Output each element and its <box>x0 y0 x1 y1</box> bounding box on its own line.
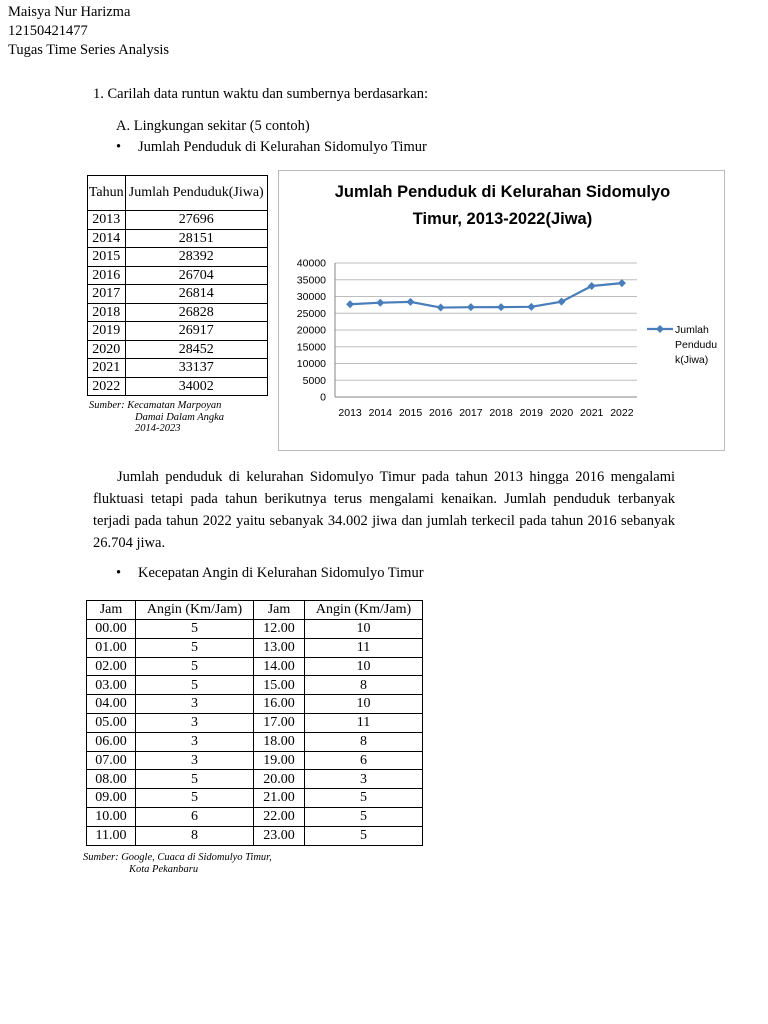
table-row <box>88 266 268 285</box>
table-row <box>87 657 423 676</box>
table-cell: 27696 <box>125 211 267 230</box>
data-point <box>346 300 354 308</box>
bullet-wind-label: Kecepatan Angin di Kelurahan Sidomulyo Timur <box>138 565 424 581</box>
x-tick-label: 2018 <box>489 407 513 419</box>
table-cell: 11 <box>305 638 423 657</box>
data-point <box>558 298 566 306</box>
y-tick-label: 0 <box>320 391 326 404</box>
table-cell: 5 <box>305 826 423 845</box>
question-1: 1. Carilah data runtun waktu dan sumbernya berdasarkan: <box>93 86 429 102</box>
table-row <box>88 229 268 248</box>
x-tick-label: 2015 <box>398 407 423 419</box>
table-cell: 2020 <box>88 340 126 359</box>
y-tick-label: 15000 <box>296 341 326 354</box>
x-tick-label: 2013 <box>338 407 362 419</box>
table-cell: 8 <box>305 676 423 695</box>
sub-point-a: A. Lingkungan sekitar (5 contoh) <box>116 118 310 134</box>
analysis-paragraph-text: Jumlah penduduk di kelurahan Sidomulyo Timur pada tahun 2013 hingga 2016 mengalami fluktuasi tetapi pada tahun berikutnya terus mengalami kenaikan. Jumlah penduduk terbanyak terjadi pada tahun 2022 yaitu sebanyak 34.002 jiwa dan jumlah terkecil pada tahun 2016 sebanyak 26.704 jiwa. <box>93 469 675 551</box>
y-tick-label: 40000 <box>296 257 326 270</box>
bullet-icon: • <box>116 139 122 155</box>
table-row <box>87 732 423 751</box>
table-cell: 04.00 <box>87 695 136 714</box>
table-row <box>88 340 268 359</box>
table-cell: 2021 <box>88 359 126 378</box>
table-row <box>87 770 423 789</box>
table-cell: 5 <box>136 638 254 657</box>
y-tick-label: 5000 <box>302 374 326 387</box>
x-tick-label: 2021 <box>580 407 604 419</box>
table-row <box>88 322 268 341</box>
table-cell: 07.00 <box>87 751 136 770</box>
table-row <box>88 377 268 396</box>
table-cell: 34002 <box>125 377 267 396</box>
x-tick-label: 2022 <box>610 407 634 419</box>
source-line: 2014-2023 <box>135 423 181 434</box>
table-row <box>87 620 423 639</box>
table-cell: 03.00 <box>87 676 136 695</box>
wind-table-header: Jam <box>254 601 305 620</box>
table-cell: 12.00 <box>254 620 305 639</box>
legend-marker <box>656 325 664 333</box>
population-table-header: Jumlah Penduduk(Jiwa) <box>125 176 267 211</box>
y-tick-label: 20000 <box>296 324 326 337</box>
x-tick-label: 2017 <box>459 407 483 419</box>
table-row <box>88 285 268 304</box>
table-row <box>88 303 268 322</box>
table-row <box>87 789 423 808</box>
chart-title-line: Timur, 2013-2022(Jiwa) <box>412 210 593 228</box>
table-cell: 10 <box>305 620 423 639</box>
table-row <box>87 676 423 695</box>
table-cell: 06.00 <box>87 732 136 751</box>
legend-label: Pendudu <box>675 339 718 351</box>
wind-table <box>86 600 423 846</box>
table-cell: 5 <box>136 620 254 639</box>
table-cell: 21.00 <box>254 789 305 808</box>
wind-table-header: Angin (Km/Jam) <box>136 601 254 620</box>
table-cell: 2014 <box>88 229 126 248</box>
table-cell: 26917 <box>125 322 267 341</box>
analysis-paragraph <box>93 466 675 554</box>
table-cell: 20.00 <box>254 770 305 789</box>
table-cell: 5 <box>136 676 254 695</box>
table-row <box>88 211 268 230</box>
table-cell: 13.00 <box>254 638 305 657</box>
y-tick-label: 30000 <box>296 291 326 303</box>
data-point <box>437 304 445 312</box>
wind-table-header: Jam <box>87 601 136 620</box>
wind-source <box>83 852 272 875</box>
table-cell: 3 <box>136 732 254 751</box>
bullet-population-label: Jumlah Penduduk di Kelurahan Sidomulyo Timur <box>138 139 427 155</box>
table-row <box>88 248 268 267</box>
table-cell: 2019 <box>88 322 126 341</box>
table-cell: 22.00 <box>254 807 305 826</box>
table-cell: 10.00 <box>87 807 136 826</box>
data-point <box>376 299 384 307</box>
table-cell: 10 <box>305 695 423 714</box>
y-tick-label: 35000 <box>296 274 326 287</box>
table-cell: 11 <box>305 713 423 732</box>
table-cell: 28151 <box>125 229 267 248</box>
population-chart <box>278 170 725 451</box>
table-cell: 02.00 <box>87 657 136 676</box>
legend-label: Jumlah <box>675 324 709 336</box>
chart-title-line: Jumlah Penduduk di Kelurahan Sidomulyo <box>334 183 671 201</box>
table-row <box>87 638 423 657</box>
table-row <box>87 713 423 732</box>
table-cell: 3 <box>136 713 254 732</box>
data-point <box>407 298 415 306</box>
table-cell: 23.00 <box>254 826 305 845</box>
table-cell: 26704 <box>125 266 267 285</box>
table-cell: 3 <box>305 770 423 789</box>
table-cell: 08.00 <box>87 770 136 789</box>
legend-label: k(Jiwa) <box>675 354 709 366</box>
series-line <box>350 283 622 307</box>
table-cell: 11.00 <box>87 826 136 845</box>
y-tick-label: 10000 <box>296 358 326 370</box>
source-line: Damai Dalam Angka <box>135 411 225 423</box>
wind-table-header: Angin (Km/Jam) <box>305 601 423 620</box>
table-cell: 5 <box>136 789 254 808</box>
x-tick-label: 2019 <box>519 407 543 419</box>
table-cell: 6 <box>136 807 254 826</box>
source-line: Sumber: Google, Cuaca di Sidomulyo Timur, <box>83 852 272 863</box>
table-cell: 3 <box>136 751 254 770</box>
source-line: Kota Pekanbaru <box>129 863 199 875</box>
course-title: Tugas Time Series Analysis <box>8 42 170 58</box>
population-table-header: Tahun <box>88 176 126 211</box>
table-cell: 2017 <box>88 285 126 304</box>
table-cell: 2015 <box>88 248 126 267</box>
x-tick-label: 2014 <box>368 407 392 419</box>
author-name: Maisya Nur Harizma <box>8 4 131 20</box>
x-tick-label: 2020 <box>549 407 574 419</box>
table-cell: 26828 <box>125 303 267 322</box>
table-cell: 05.00 <box>87 713 136 732</box>
table-cell: 17.00 <box>254 713 305 732</box>
table-cell: 09.00 <box>87 789 136 808</box>
data-point <box>588 282 596 290</box>
table-cell: 5 <box>136 657 254 676</box>
table-cell: 33137 <box>125 359 267 378</box>
table-row <box>88 359 268 378</box>
table-cell: 00.00 <box>87 620 136 639</box>
table-cell: 10 <box>305 657 423 676</box>
table-cell: 8 <box>305 732 423 751</box>
bullet-icon: • <box>116 565 122 581</box>
table-row <box>87 751 423 770</box>
x-tick-label: 2016 <box>429 407 453 419</box>
data-point <box>497 303 505 311</box>
table-cell: 14.00 <box>254 657 305 676</box>
table-cell: 2022 <box>88 377 126 396</box>
y-tick-label: 25000 <box>296 307 326 320</box>
table-cell: 5 <box>305 789 423 808</box>
table-cell: 5 <box>136 770 254 789</box>
table-cell: 6 <box>305 751 423 770</box>
table-cell: 2016 <box>88 266 126 285</box>
table-cell: 19.00 <box>254 751 305 770</box>
source-line: Sumber: Kecamatan Marpoyan <box>89 400 222 411</box>
table-cell: 2018 <box>88 303 126 322</box>
table-cell: 8 <box>136 826 254 845</box>
table-cell: 26814 <box>125 285 267 304</box>
table-cell: 2013 <box>88 211 126 230</box>
table-row <box>87 695 423 714</box>
table-cell: 01.00 <box>87 638 136 657</box>
table-cell: 28452 <box>125 340 267 359</box>
table-row <box>87 826 423 845</box>
table-row <box>87 807 423 826</box>
table-cell: 28392 <box>125 248 267 267</box>
data-point <box>467 303 475 311</box>
table-cell: 18.00 <box>254 732 305 751</box>
data-point <box>527 303 535 311</box>
table-cell: 16.00 <box>254 695 305 714</box>
table-cell: 3 <box>136 695 254 714</box>
table-cell: 15.00 <box>254 676 305 695</box>
bullet-wind <box>116 565 424 582</box>
data-point <box>618 279 626 287</box>
table-cell: 5 <box>305 807 423 826</box>
chart-plot <box>279 171 726 452</box>
bullet-population <box>116 139 427 156</box>
population-table <box>87 175 268 396</box>
student-id: 12150421477 <box>8 23 88 39</box>
population-source <box>89 400 224 435</box>
